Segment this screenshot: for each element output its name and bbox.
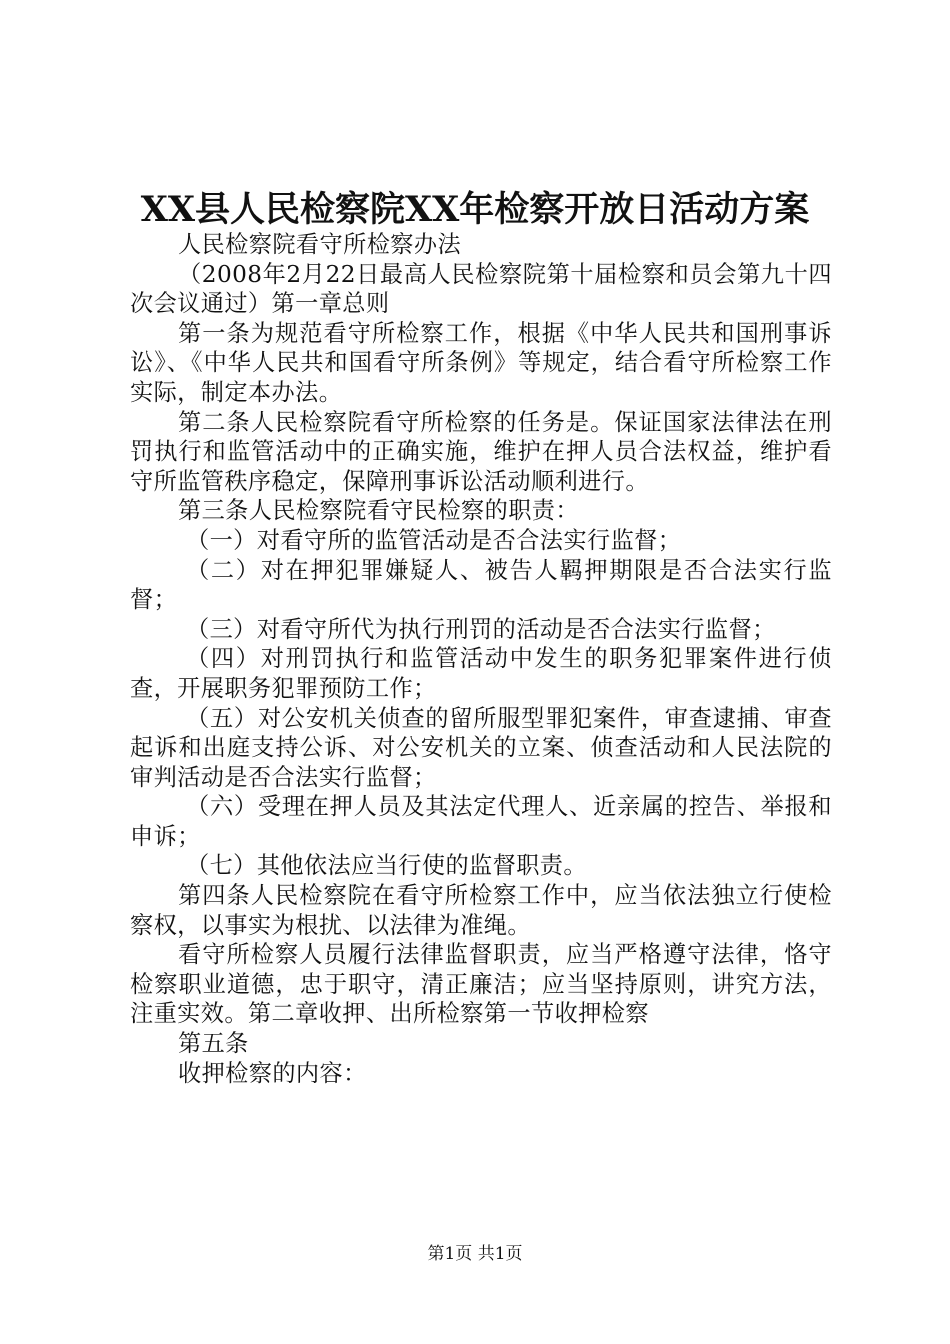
paragraph-subtitle: 人民检察院看守所检察办法: [178, 231, 462, 258]
page-footer: 第1页 共1页: [427, 1244, 523, 1264]
paragraph-item-6: （六）受理在押人员及其法定代理人、近亲属的控告、举报和申诉；: [130, 793, 832, 850]
paragraph-article-3: 第三条人民检察院看守民检察的职责：: [178, 497, 579, 525]
paragraph-item-7: （七）其他依法应当行使的监督职责。: [186, 852, 587, 880]
paragraph-custody-content: 收押检察的内容：: [178, 1059, 367, 1087]
paragraph-adoption-note: （2008年2月22日最高人民检察院第十届检察和员会第九十四次会议通过）第一章总则: [130, 260, 832, 318]
paragraph-item-5: （五）对公安机关侦查的留所服型罪犯案件，审查逮捕、审查起诉和出庭支持公诉、对公安机关的立案、侦查活动和人民法院的审判活动是否合法实行监督；: [130, 704, 832, 791]
paragraph-inspector-duties: 看守所检察人员履行法律监督职责，应当严格遵守法律，恪守检察职业道德，忠于职守，清正廉洁；应当坚持原则，讲究方法，注重实效。第二章收押、出所检察第一节收押检察: [130, 941, 832, 1028]
paragraph-article-1: 第一条为规范看守所检察工作，根据《中华人民共和国刑事诉讼》、《中华人民共和国看守所条例》等规定，结合看守所检察工作实际，制定本办法。: [130, 319, 832, 406]
document-title: XX县人民检察院XX年检察开放日活动方案: [140, 189, 810, 230]
paragraph-item-2: （二）对在押犯罪嫌疑人、被告人羁押期限是否合法实行监督；: [130, 556, 832, 614]
document-body: [130, 230, 832, 1088]
paragraph-article-5: 第五条: [178, 1030, 249, 1058]
paragraph-item-3: （三）对看守所代为执行刑罚的活动是否合法实行监督；: [186, 615, 776, 643]
paragraph-item-4: （四）对刑罚执行和监管活动中发生的职务犯罪案件进行侦查，开展职务犯罪预防工作；: [130, 645, 832, 702]
paragraph-article-4: 第四条人民检察院在看守所检察工作中，应当依法独立行使检察权，以事实为根扰、以法律为准绳。: [130, 882, 832, 939]
paragraph-article-2: 第二条人民检察院看守所检察的任务是。保证国家法律法在刑罚执行和监管活动中的正确实施，维护在押人员合法权益，维护看守所监管秩序稳定，保障刑事诉讼活动顺利进行。: [130, 408, 832, 495]
paragraph-item-1: （一）对看守所的监管活动是否合法实行监督；: [186, 526, 682, 554]
